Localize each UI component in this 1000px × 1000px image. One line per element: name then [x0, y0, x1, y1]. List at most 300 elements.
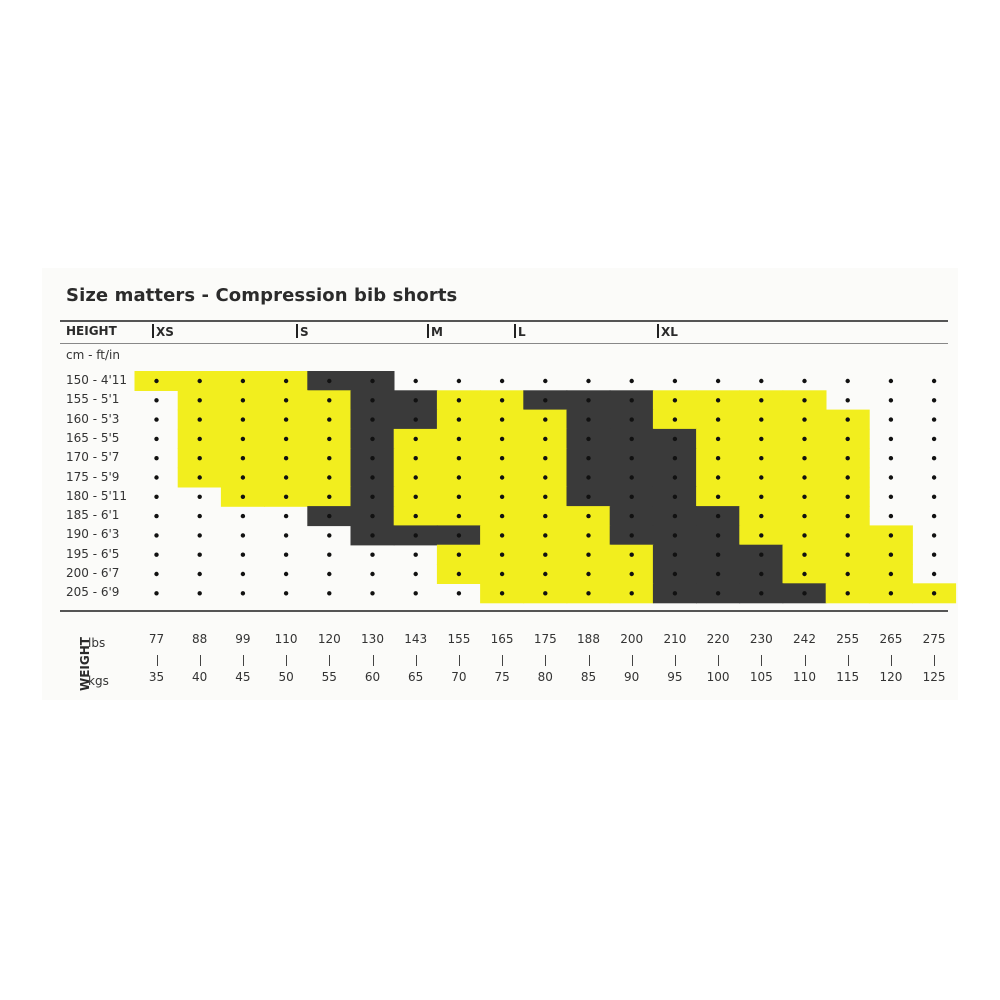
- grid-dot: [889, 475, 893, 479]
- weight-tick: [545, 655, 546, 666]
- weight-tick: [848, 655, 849, 666]
- grid-dot: [846, 591, 850, 595]
- grid-dot: [198, 553, 202, 557]
- grid-dot: [889, 417, 893, 421]
- grid-dot: [327, 417, 331, 421]
- grid-dot: [543, 572, 547, 576]
- grid-dot: [241, 553, 245, 557]
- grid-dot: [802, 475, 806, 479]
- grid-dot: [154, 591, 158, 595]
- weight-tick: [502, 655, 503, 666]
- grid-dot: [759, 417, 763, 421]
- grid-dot: [154, 475, 158, 479]
- grid-dot: [198, 398, 202, 402]
- grid-dot: [673, 591, 677, 595]
- grid-dot: [414, 456, 418, 460]
- grid-dot: [414, 591, 418, 595]
- grid-dot: [846, 398, 850, 402]
- grid-dot: [370, 398, 374, 402]
- grid-dot: [759, 475, 763, 479]
- weight-lbs-label: 155: [447, 632, 471, 646]
- grid-dot: [889, 379, 893, 383]
- weight-tick: [373, 655, 374, 666]
- grid-dot: [716, 572, 720, 576]
- grid-dot: [889, 437, 893, 441]
- grid-dot: [673, 456, 677, 460]
- grid-dot: [241, 417, 245, 421]
- grid-dot: [846, 475, 850, 479]
- grid-dot: [673, 572, 677, 576]
- grid-dot: [630, 379, 634, 383]
- grid-dot: [500, 572, 504, 576]
- grid-dot: [457, 572, 461, 576]
- weight-lbs-label: 99: [235, 632, 251, 646]
- grid-dot: [500, 514, 504, 518]
- grid-dot: [630, 572, 634, 576]
- grid-dot: [284, 533, 288, 537]
- grid-dot: [759, 572, 763, 576]
- grid-dot: [759, 514, 763, 518]
- height-row-label: 180 - 5'11: [66, 488, 128, 503]
- grid-dot: [284, 437, 288, 441]
- grid-dot: [673, 495, 677, 499]
- grid-dot: [673, 475, 677, 479]
- grid-dot: [241, 437, 245, 441]
- weight-kgs-label: 100: [706, 670, 730, 684]
- grid-dot: [284, 398, 288, 402]
- weight-kgs-label: 40: [192, 670, 208, 684]
- grid-dot: [154, 533, 158, 537]
- height-row-label: 205 - 6'9: [66, 585, 120, 600]
- grid-dot: [630, 591, 634, 595]
- height-row-label: 185 - 6'1: [66, 508, 120, 523]
- grid-dot: [370, 379, 374, 383]
- grid-dot: [500, 553, 504, 557]
- grid-dot: [284, 456, 288, 460]
- grid-dot: [932, 437, 936, 441]
- weight-tick: [632, 655, 633, 666]
- weight-lbs-label: 230: [749, 632, 773, 646]
- weight-tick: [891, 655, 892, 666]
- height-unit-label: cm - ft/in: [66, 348, 120, 362]
- grid-dot: [846, 514, 850, 518]
- weight-lbs-label: 220: [706, 632, 730, 646]
- grid-dot: [457, 475, 461, 479]
- grid-dot: [457, 379, 461, 383]
- lbs-unit-label: lbs: [88, 636, 106, 650]
- grid-dot: [414, 475, 418, 479]
- grid-dot: [846, 533, 850, 537]
- grid-dot: [370, 553, 374, 557]
- grid-dot: [802, 533, 806, 537]
- grid-dot: [630, 553, 634, 557]
- weight-lbs-label: 210: [663, 632, 687, 646]
- grid-dot: [846, 553, 850, 557]
- weight-kgs-label: 75: [494, 670, 510, 684]
- grid-dot: [414, 437, 418, 441]
- grid-dot: [716, 514, 720, 518]
- weight-tick: [934, 655, 935, 666]
- weight-kgs-label: 60: [364, 670, 381, 684]
- grid-dot: [802, 591, 806, 595]
- height-row-label: 165 - 5'5: [66, 430, 120, 445]
- grid-dot: [716, 437, 720, 441]
- grid-dot: [802, 398, 806, 402]
- grid-dot: [414, 379, 418, 383]
- grid-dot: [457, 417, 461, 421]
- grid-dot: [586, 533, 590, 537]
- grid-dot: [500, 475, 504, 479]
- grid-dot: [414, 495, 418, 499]
- grid-dot: [932, 591, 936, 595]
- weight-lbs-label: 255: [836, 632, 860, 646]
- weight-lbs-label: 110: [274, 632, 298, 646]
- grid-dot: [802, 495, 806, 499]
- grid-dot: [846, 495, 850, 499]
- grid-dot: [716, 398, 720, 402]
- grid-dot: [457, 398, 461, 402]
- grid-dot: [586, 495, 590, 499]
- weight-kgs-label: 90: [624, 670, 640, 684]
- size-label-s: S: [296, 324, 309, 339]
- grid-dot: [327, 495, 331, 499]
- grid-dot: [586, 514, 590, 518]
- grid-dot: [457, 495, 461, 499]
- weight-lbs-label: 88: [192, 632, 208, 646]
- grid-dot: [198, 417, 202, 421]
- grid-dot: [716, 591, 720, 595]
- grid-dot: [802, 456, 806, 460]
- weight-kgs-label: 35: [148, 670, 165, 684]
- grid-dot: [543, 553, 547, 557]
- grid-dot: [198, 475, 202, 479]
- grid-dot: [716, 417, 720, 421]
- grid-dot: [154, 553, 158, 557]
- weight-kgs-label: 115: [836, 670, 860, 684]
- grid-dot: [802, 417, 806, 421]
- weight-lbs-label: 175: [533, 632, 557, 646]
- grid-dot: [284, 553, 288, 557]
- grid-dot: [586, 591, 590, 595]
- grid-dot: [716, 379, 720, 383]
- grid-dot: [370, 514, 374, 518]
- grid-dot: [327, 456, 331, 460]
- grid-dot: [932, 475, 936, 479]
- weight-tick: [329, 655, 330, 666]
- grid-dot: [586, 572, 590, 576]
- weight-kgs-label: 45: [235, 670, 251, 684]
- grid-dot: [673, 417, 677, 421]
- grid-dot: [414, 398, 418, 402]
- grid-dot: [154, 495, 158, 499]
- grid-dot: [327, 514, 331, 518]
- grid-dot: [759, 398, 763, 402]
- grid-dot: [543, 475, 547, 479]
- height-header: HEIGHT: [66, 324, 117, 338]
- grid-dot: [586, 379, 590, 383]
- grid-dot: [154, 572, 158, 576]
- grid-dot: [586, 437, 590, 441]
- grid-dot: [154, 417, 158, 421]
- weight-lbs-label: 143: [404, 632, 428, 646]
- weight-tick: [157, 655, 158, 666]
- grid-dot: [241, 572, 245, 576]
- grid-dot: [716, 456, 720, 460]
- grid-dot: [759, 553, 763, 557]
- weight-tick: [761, 655, 762, 666]
- weight-kgs-label: 95: [667, 670, 683, 684]
- weight-tick: [286, 655, 287, 666]
- grid-dot: [284, 417, 288, 421]
- weight-lbs-label: 200: [620, 632, 644, 646]
- grid-dot: [198, 456, 202, 460]
- grid-dot: [500, 379, 504, 383]
- grid-dot: [802, 437, 806, 441]
- grid-dot: [241, 398, 245, 402]
- grid-dot: [500, 398, 504, 402]
- weight-kgs-label: 125: [922, 670, 946, 684]
- grid-dot: [543, 437, 547, 441]
- grid-dot: [932, 495, 936, 499]
- weight-kgs-label: 105: [749, 670, 773, 684]
- grid-dot: [932, 456, 936, 460]
- grid-dot: [500, 456, 504, 460]
- grid-dot: [457, 533, 461, 537]
- grid-dot: [241, 591, 245, 595]
- height-row-label: 195 - 6'5: [66, 546, 120, 561]
- grid-dot: [198, 514, 202, 518]
- grid-dot: [759, 437, 763, 441]
- weight-tick: [200, 655, 201, 666]
- grid-dot: [241, 379, 245, 383]
- grid-dot: [716, 553, 720, 557]
- grid-dot: [414, 514, 418, 518]
- grid-dot: [802, 553, 806, 557]
- weight-kgs-label: 55: [321, 670, 337, 684]
- grid-dot: [802, 572, 806, 576]
- grid-dot: [889, 398, 893, 402]
- weight-tick: [805, 655, 806, 666]
- grid-dot: [154, 514, 158, 518]
- grid-dot: [543, 514, 547, 518]
- height-row-label: 160 - 5'3: [66, 411, 120, 426]
- grid-dot: [154, 437, 158, 441]
- grid-dot: [759, 495, 763, 499]
- grid-dot: [889, 553, 893, 557]
- size-label-xl: XL: [657, 324, 678, 339]
- grid-dot: [846, 417, 850, 421]
- weight-lbs-label: 120: [317, 632, 341, 646]
- grid-dot: [327, 591, 331, 595]
- height-row-label: 170 - 5'7: [66, 450, 120, 465]
- weight-tick: [718, 655, 719, 666]
- grid-dot: [370, 495, 374, 499]
- grid-dot: [198, 591, 202, 595]
- weight-kgs-label: 50: [278, 670, 294, 684]
- grid-dot: [414, 417, 418, 421]
- grid-dot: [543, 495, 547, 499]
- weight-tick: [675, 655, 676, 666]
- grid-dot: [154, 456, 158, 460]
- grid-dot: [457, 553, 461, 557]
- grid-dot: [370, 437, 374, 441]
- grid-dot: [457, 514, 461, 518]
- grid-dot: [198, 533, 202, 537]
- weight-lbs-label: 188: [577, 632, 600, 646]
- grid-dot: [673, 553, 677, 557]
- grid-dot: [630, 475, 634, 479]
- weight-header: WEIGHT: [78, 637, 92, 691]
- weight-kgs-label: 70: [451, 670, 467, 684]
- size-label-xs: XS: [152, 324, 174, 339]
- grid-dot: [932, 379, 936, 383]
- kgs-unit-label: kgs: [88, 674, 109, 688]
- weight-top-rule: [60, 610, 948, 612]
- grid-dot: [500, 591, 504, 595]
- weight-lbs-label: 242: [793, 632, 816, 646]
- grid-dot: [198, 572, 202, 576]
- grid-dot: [327, 475, 331, 479]
- grid-dot: [932, 553, 936, 557]
- grid-dot: [673, 533, 677, 537]
- weight-kgs-label: 80: [537, 670, 553, 684]
- grid-dot: [586, 553, 590, 557]
- grid-dot: [327, 379, 331, 383]
- grid-dot: [543, 379, 547, 383]
- grid-dot: [500, 417, 504, 421]
- grid-dot: [586, 456, 590, 460]
- grid-dot: [630, 417, 634, 421]
- grid-dot: [802, 514, 806, 518]
- weight-lbs-label: 265: [879, 632, 903, 646]
- grid-dot: [327, 572, 331, 576]
- grid-dot: [846, 572, 850, 576]
- grid-dot: [414, 553, 418, 557]
- grid-dot: [198, 379, 202, 383]
- grid-dot: [932, 417, 936, 421]
- grid-dot: [284, 591, 288, 595]
- grid-dot: [586, 398, 590, 402]
- grid-dot: [889, 514, 893, 518]
- grid-dot: [630, 456, 634, 460]
- grid-dot: [500, 495, 504, 499]
- grid-dot: [241, 533, 245, 537]
- grid-dot: [327, 533, 331, 537]
- grid-dot: [370, 475, 374, 479]
- grid-dot: [586, 475, 590, 479]
- grid-dot: [673, 379, 677, 383]
- grid-dot: [500, 437, 504, 441]
- weight-tick: [459, 655, 460, 666]
- grid-dot: [846, 456, 850, 460]
- grid-dot: [457, 591, 461, 595]
- grid-dot: [932, 398, 936, 402]
- grid-dot: [543, 398, 547, 402]
- grid-dot: [846, 379, 850, 383]
- grid-dot: [241, 514, 245, 518]
- grid-dot: [198, 495, 202, 499]
- grid-dot: [284, 514, 288, 518]
- weight-lbs-label: 275: [922, 632, 946, 646]
- grid-dot: [802, 379, 806, 383]
- grid-dot: [327, 553, 331, 557]
- grid-dot: [327, 437, 331, 441]
- grid-dot: [630, 398, 634, 402]
- grid-dot: [284, 495, 288, 499]
- height-row-label: 150 - 4'11: [66, 373, 128, 387]
- weight-lbs-label: 130: [361, 632, 384, 646]
- grid-dot: [414, 572, 418, 576]
- weight-kgs-label: 85: [580, 670, 597, 684]
- grid-dot: [284, 475, 288, 479]
- grid-dot: [630, 533, 634, 537]
- grid-dot: [154, 379, 158, 383]
- grid-dot: [241, 495, 245, 499]
- height-row-label: 175 - 5'9: [66, 469, 120, 484]
- grid-dot: [889, 533, 893, 537]
- grid-dot: [327, 398, 331, 402]
- grid-dot: [716, 533, 720, 537]
- grid-dot: [198, 437, 202, 441]
- height-row-label: 190 - 6'3: [66, 527, 120, 542]
- weight-kgs-label: 65: [408, 670, 424, 684]
- size-label-l: L: [514, 324, 526, 339]
- grid-dot: [889, 495, 893, 499]
- grid-dot: [889, 456, 893, 460]
- grid-dot: [154, 398, 158, 402]
- grid-dot: [370, 417, 374, 421]
- grid-dot: [543, 456, 547, 460]
- grid-dot: [500, 533, 504, 537]
- grid-dot: [284, 572, 288, 576]
- grid-dot: [889, 591, 893, 595]
- grid-dot: [759, 456, 763, 460]
- grid-dot: [457, 437, 461, 441]
- grid-dot: [586, 417, 590, 421]
- grid-dot: [370, 456, 374, 460]
- weight-kgs-label: 120: [879, 670, 903, 684]
- weight-tick: [589, 655, 590, 666]
- grid-dot: [284, 379, 288, 383]
- grid-dot: [370, 572, 374, 576]
- grid-dot: [932, 514, 936, 518]
- weight-lbs-label: 165: [490, 632, 514, 646]
- grid-dot: [673, 437, 677, 441]
- grid-dot: [716, 495, 720, 499]
- grid-dot: [630, 495, 634, 499]
- grid-dot: [543, 417, 547, 421]
- grid-dot: [543, 591, 547, 595]
- grid-dot: [370, 533, 374, 537]
- weight-kgs-label: 110: [793, 670, 816, 684]
- grid-dot: [673, 514, 677, 518]
- height-row-label: 155 - 5'1: [66, 392, 120, 407]
- grid-dot: [673, 398, 677, 402]
- grid-dot: [241, 475, 245, 479]
- grid-dot: [370, 591, 374, 595]
- height-row-label: 200 - 6'7: [66, 566, 120, 580]
- grid-dot: [932, 533, 936, 537]
- grid-dot: [846, 437, 850, 441]
- grid-dot: [630, 514, 634, 518]
- size-label-m: M: [427, 324, 443, 339]
- grid-dot: [241, 456, 245, 460]
- weight-lbs-label: 77: [148, 632, 165, 646]
- weight-tick: [243, 655, 244, 666]
- grid-dot: [889, 572, 893, 576]
- weight-tick: [416, 655, 417, 666]
- grid-dot: [414, 533, 418, 537]
